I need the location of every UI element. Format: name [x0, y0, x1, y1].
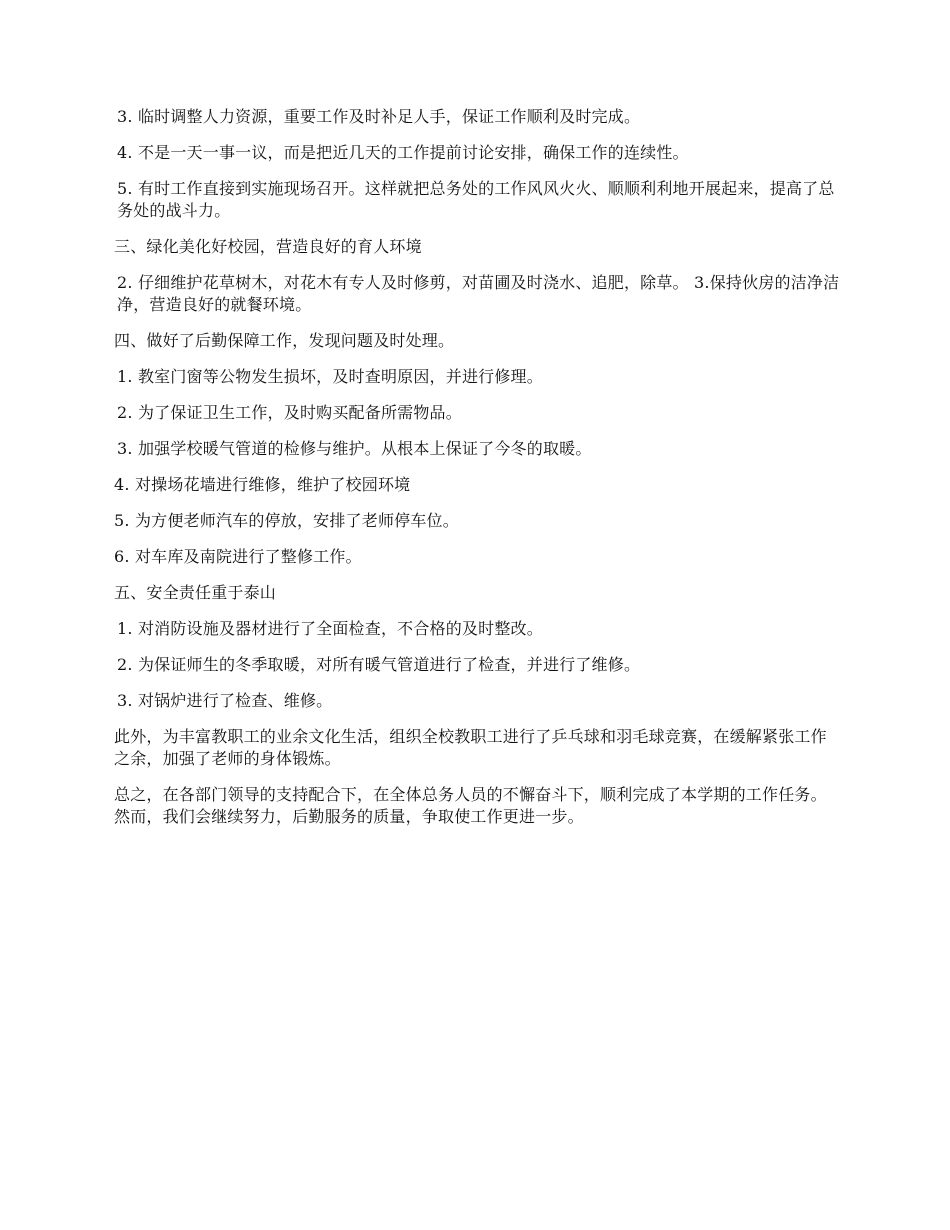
list-item: 1. 教室门窗等公物发生损坏，及时查明原因，并进行修理。	[117, 367, 543, 386]
list-item: 2. 仔细维护花草树木，对花木有专人及时修剪，对苗圃及时浇水、追肥，除草。 3.保持伙房的洁净洁净，营造良好的就餐环境。	[117, 273, 840, 314]
section-heading: 四、做好了后勤保障工作，发现问题及时处理。	[114, 331, 455, 350]
list-item: 6. 对车库及南院进行了整修工作。	[114, 547, 362, 566]
list-item: 1. 对消防设施及器材进行了全面检查，不合格的及时整改。	[117, 619, 543, 638]
list-item: 4. 对操场花墙进行维修，维护了校园环境	[114, 475, 411, 494]
list-item: 3. 对锅炉进行了检查、维修。	[117, 691, 333, 710]
summary-paragraph: 总之，在各部门领导的支持配合下，在全体总务人员的不懈奋斗下，顺利完成了本学期的工作任务。然而，我们会继续努力，后勤服务的质量，争取使工作更进一步。	[114, 785, 827, 826]
list-item: 3. 加强学校暖气管道的检修与维护。从根本上保证了今冬的取暖。	[117, 439, 592, 458]
list-item: 2. 为了保证卫生工作，及时购买配备所需物品。	[117, 403, 462, 422]
document-page	[114, 106, 840, 842]
list-item: 3. 临时调整人力资源，重要工作及时补足人手，保证工作顺利及时完成。	[117, 107, 641, 126]
list-item: 5. 有时工作直接到实施现场召开。这样就把总务处的工作风风火火、顺顺利利地开展起来，提高了总务处的战斗力。	[117, 179, 835, 220]
list-item: 2. 为保证师生的冬季取暖，对所有暖气管道进行了检查，并进行了维修。	[117, 655, 641, 674]
list-item: 5. 为方便老师汽车的停放，安排了老师停车位。	[114, 511, 459, 530]
list-item: 4. 不是一天一事一议，而是把近几天的工作提前讨论安排，确保工作的连续性。	[117, 143, 689, 162]
body-paragraph: 此外，为丰富教职工的业余文化生活，组织全校教职工进行了乒乓球和羽毛球竞赛，在缓解紧张工作之余，加强了老师的身体锻炼。	[114, 727, 827, 768]
section-heading: 五、安全责任重于泰山	[114, 583, 277, 602]
section-heading: 三、绿化美化好校园，营造良好的育人环境	[114, 237, 422, 256]
